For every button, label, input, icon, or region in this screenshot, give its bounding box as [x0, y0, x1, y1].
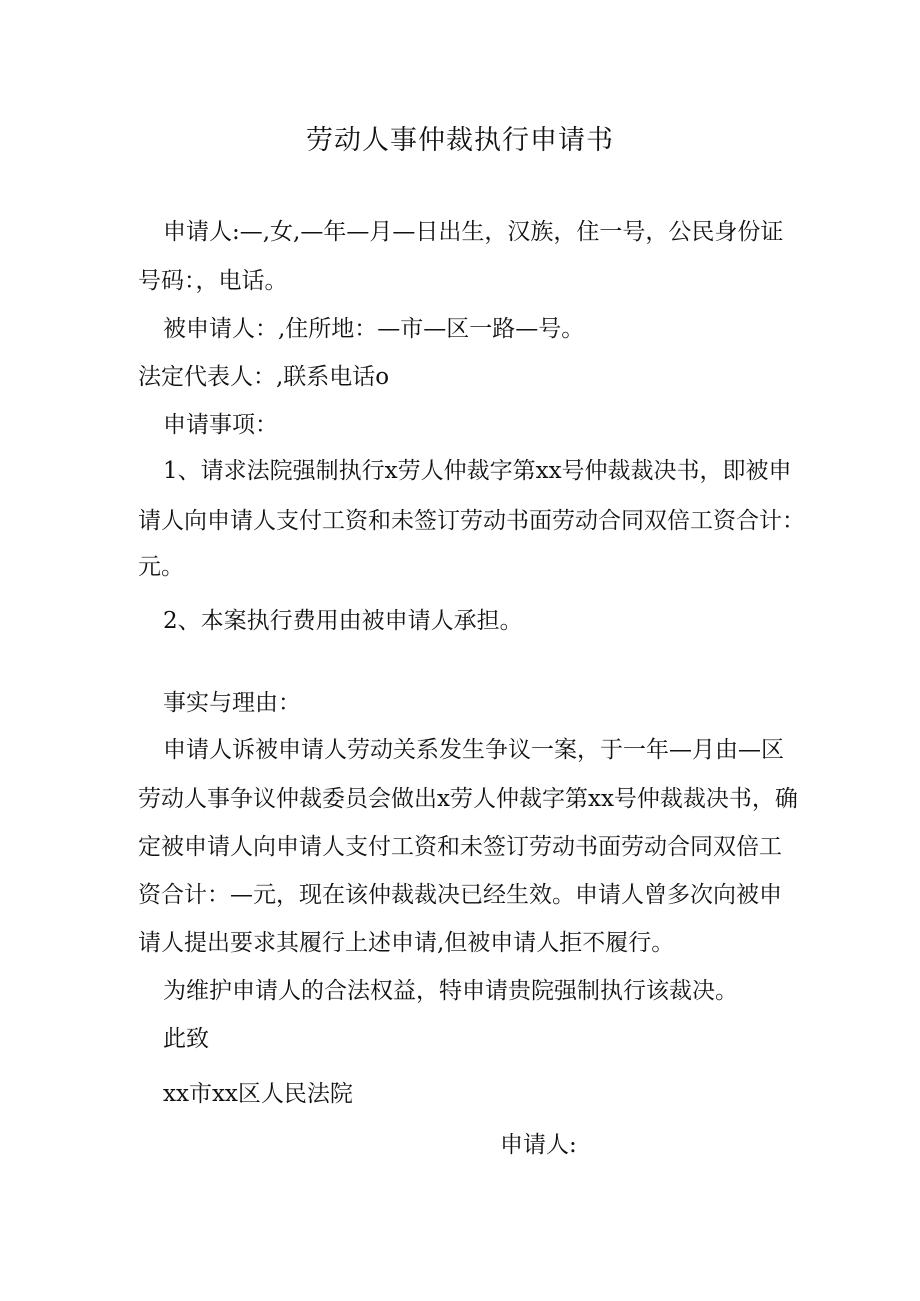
applicant-line-2: 号码：，电话。 [138, 268, 288, 294]
document-title: 劳动人事仲裁执行申请书 [306, 125, 614, 156]
court-name: xx市xx区人民法院 [163, 1081, 353, 1107]
request-1-line-2: 请人向申请人支付工资和未签订劳动书面劳动合同双倍工资合计： [138, 508, 805, 534]
salutation: 此致 [163, 1026, 209, 1052]
facts-line-1: 申请人诉被申请人劳动关系发生争议一案，于一年—月由—区 [163, 737, 784, 763]
request-2-line: 2、本案执行费用由被申请人承担。 [163, 608, 523, 634]
request-1-line-3: 元。 [138, 554, 184, 580]
applicant-line-1: 申请人:—,女,—年—月—日出生，汉族，住一号，公民身份证 [163, 219, 784, 245]
signature-label: 申请人: [500, 1132, 577, 1158]
requests-heading: 申请事项： [163, 412, 278, 438]
facts-line-3: 定被申请人向申请人支付工资和未签订劳动书面劳动合同双倍工 [138, 834, 782, 860]
request-1-line-1: 1、请求法院强制执行x劳人仲裁字第xx号仲裁裁决书，即被申 [163, 458, 792, 484]
facts-heading: 事实与理由： [163, 690, 301, 716]
facts-line-5: 请人提出要求其履行上述申请,但被申请人拒不履行。 [138, 930, 675, 956]
respondent-line: 被申请人：,住所地：—市—区一路—号。 [163, 316, 585, 342]
facts-line-4: 资合计：—元，现在该仲裁裁决已经生效。申请人曾多次向被申 [138, 882, 782, 908]
legal-representative-line: 法定代表人：,联系电话o [138, 364, 390, 390]
purpose-line: 为维护申请人的合法权益，特申请贵院强制执行该裁决。 [163, 978, 738, 1004]
facts-line-2: 劳动人事争议仲裁委员会做出x劳人仲裁字第xx号仲裁裁决书，确 [138, 786, 798, 812]
